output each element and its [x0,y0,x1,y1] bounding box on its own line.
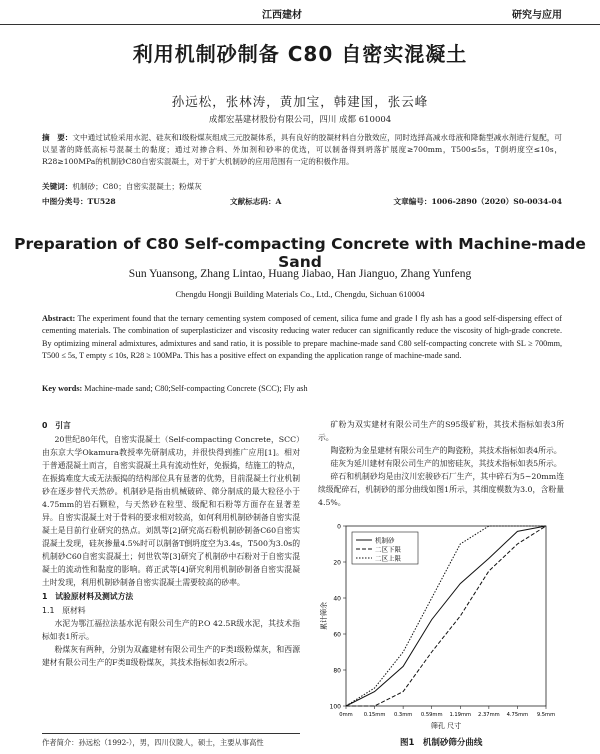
cn-abstract [42,132,562,168]
x-tick-label-0: 0mm [339,712,353,718]
silica-paragraph: 硅灰为延川建材有限公司生产的加密硅灰，其技术指标如表5所示。 [330,459,562,468]
en-title: Preparation of C80 Self-compacting Concrete with Machine-made Sand [14,235,586,271]
cn-keywords-text: 机制砂；C80；自密实混凝土；粉煤灰 [72,182,202,191]
en-abstract-text: The experiment found that the ternary cementing system composed of cement, silica fume and grade Ⅰ fly ash has a good self-dispersing effect of cementing materials. The combination of superplasticizer and viscosity reducing water reducer can significantly reduce the viscosity of high-grade concrete. By optimizing mineral admixtures, admixtures and sand ratio, it is possible to prepare machine-made sand C80 self-compacting concrete with SL ≥ 700mm, T500 ≤ 5s, T empty ≤ 10s, R28 ≥ 100MPa. This has a positive effect on expanding the application range of machine-made sand. [42,314,562,360]
y-tick-label-5: 100 [329,703,341,711]
journal-name: 江西建材 [262,10,302,21]
y-tick-label-3: 60 [333,631,341,639]
cn-keywords [42,181,562,192]
section-1-heading: 1 试验原材料及测试方法 [42,592,134,601]
x-tick-label-4: 1.19mm [449,712,472,718]
intro-paragraph: 20世纪80年代，自密实混凝土（Self-compacting Concrete，SCC）由东京大学Okamura教授率先研制成功，并很快得到推广应用[1]。相对于普通混凝土而言，自密实混凝土具有流动性好，免振捣，结施工的特点，在振捣难度大或无法振捣的结构部位具有显著的优势，目前混凝土行业机制砂在逐步替代天然砂。机制砂是指由机械破碎、筛分制成的最大粒径小于4.75mm的岩石颗粒，与天然砂在粒型、级配和石粉等方面存在显著差异。自密实混凝土对于骨料的要求相对较高，如何利用机制砂制备自密实混凝土是目前行业研究的热点。刘凯等[2]研究高石粉机制砂制备C60自密实混凝土发现，硅灰掺量4.5%时可以制备T倒坍度空为3.4s，T500为3.0s的机制砂C60自密实混凝土；何世钦等[3]研究了机制砂中石粉对于自密实混凝土的流动性和黏度的影响。蒋正武等[4]研究利用机制砂制备自密实混凝土时发现，利用机制砂制备自密实混凝土需要较高的砂率。 [42,435,300,587]
x-tick-label-5: 2.37mm [478,712,500,718]
cn-keywords-label: 关键词： [42,182,73,191]
section-1-1-heading: 1.1 原材料 [42,606,86,615]
en-affiliation: Chengdu Hongji Building Materials Co., Ltd., Chengdu, Sichuan 610004 [175,289,425,299]
figure-caption: 图1 机制砂筛分曲线 [400,738,483,748]
cn-authors: 孙远松，张林涛，黄加宝，韩建国，张云峰 [171,94,429,109]
ceramic-paragraph: 陶瓷粉为金星建材有限公司生产的陶瓷粉，其技术指标如表4所示。 [330,446,562,455]
x-tick-label-1: 0.15mm [363,712,386,718]
en-keywords [42,384,562,393]
flyash-paragraph: 粉煤灰有两种，分别为双鑫建材有限公司生产的F类Ⅰ级粉煤灰，和西源建材有限公司生产的F类Ⅱ级粉煤灰，其技术指标如表2所示。 [42,645,300,667]
slag-paragraph: 矿粉为双实建材有限公司生产的S95级矿粉，其技术指标如表3所示。 [318,420,564,442]
author-footnote: 作者简介：孙远松（1992-），男，四川仪陇人，硕士，主要从事高性 [42,733,300,748]
y-tick-label-1: 20 [333,559,341,567]
x-tick-label-6: 4.75mm [506,712,529,718]
x-tick-label-3: 0.59mm [420,712,443,718]
classification-line [42,196,562,210]
sand-paragraph: 碎石和机制砂均是由汶川宏骏砂石厂生产，其中碎石为5~20mm连续级配碎石，机制砂的部分曲线如图1所示，其细度模数为3.0，含粉量4.5%。 [318,472,564,507]
en-keywords-label: Key words: [42,384,83,393]
sieve-curve-chart [318,520,568,732]
body-left-column [42,418,300,669]
en-authors: Sun Yuansong, Zhang Lintao, Huang Jiabao, Han Jianguo, Zhang Yunfeng [128,268,472,280]
x-tick-label-7: 9.5mm [536,712,556,718]
en-abstract [42,313,562,362]
page-header [0,0,600,25]
x-tick-label-2: 0.3mm [393,712,413,718]
legend-label-1: 二区下限 [375,545,401,554]
x-axis-label: 筛孔 尺寸 [430,722,462,730]
clc-number: 中图分类号：TU528 [42,197,116,206]
y-axis-label: 累计筛余 [320,602,328,630]
cn-title: 利用机制砂制备 C80 自密实混凝土 [132,42,468,66]
article-number: 文章编号：1006-2890（2020）S0-0034-04 [393,197,562,206]
cement-paragraph: 水泥为鄂江福拉法基水泥有限公司生产的P.O 42.5R级水泥，其技术指标如表1所示。 [42,619,300,641]
section-name: 研究与应用 [512,10,562,21]
y-tick-label-2: 40 [333,595,341,603]
y-tick-label-4: 80 [333,667,341,675]
body-right-column [318,418,564,509]
section-0-heading: 0 引言 [42,421,71,430]
cn-affiliation: 成都宏基建材股份有限公司，四川 成都 610004 [208,115,392,125]
en-keywords-text: Machine-made sand; C80;Self-compacting Concrete (SCC); Fly ash [84,384,308,393]
cn-abstract-text: 文中通过试验采用水泥、硅灰和Ⅰ级粉煤灰组成三元胶凝体系，具有良好的胶凝材料自分散效应，同时选择高减水母液和降黏型减水剂进行复配，可以显著的降低高标号混凝土的黏度；通过对掺合料、外加剂和砂率的优选，可以制备得到坍落扩展度≥700mm，T500≤5s，T倒坍度空≤10s，R28≥100MPa的机制砂C80自密实混凝土，对于扩大机制砂的应用范围有一定的积极作用。 [42,133,563,166]
y-tick-label-0: 0 [337,523,341,531]
doc-code: 文献标志码：A [230,197,282,206]
legend-label-2: 二区上限 [375,554,401,563]
cn-abstract-label: 摘 要： [42,133,73,142]
en-abstract-label: Abstract: [42,314,76,323]
legend-label-0: 机制砂 [375,536,395,545]
